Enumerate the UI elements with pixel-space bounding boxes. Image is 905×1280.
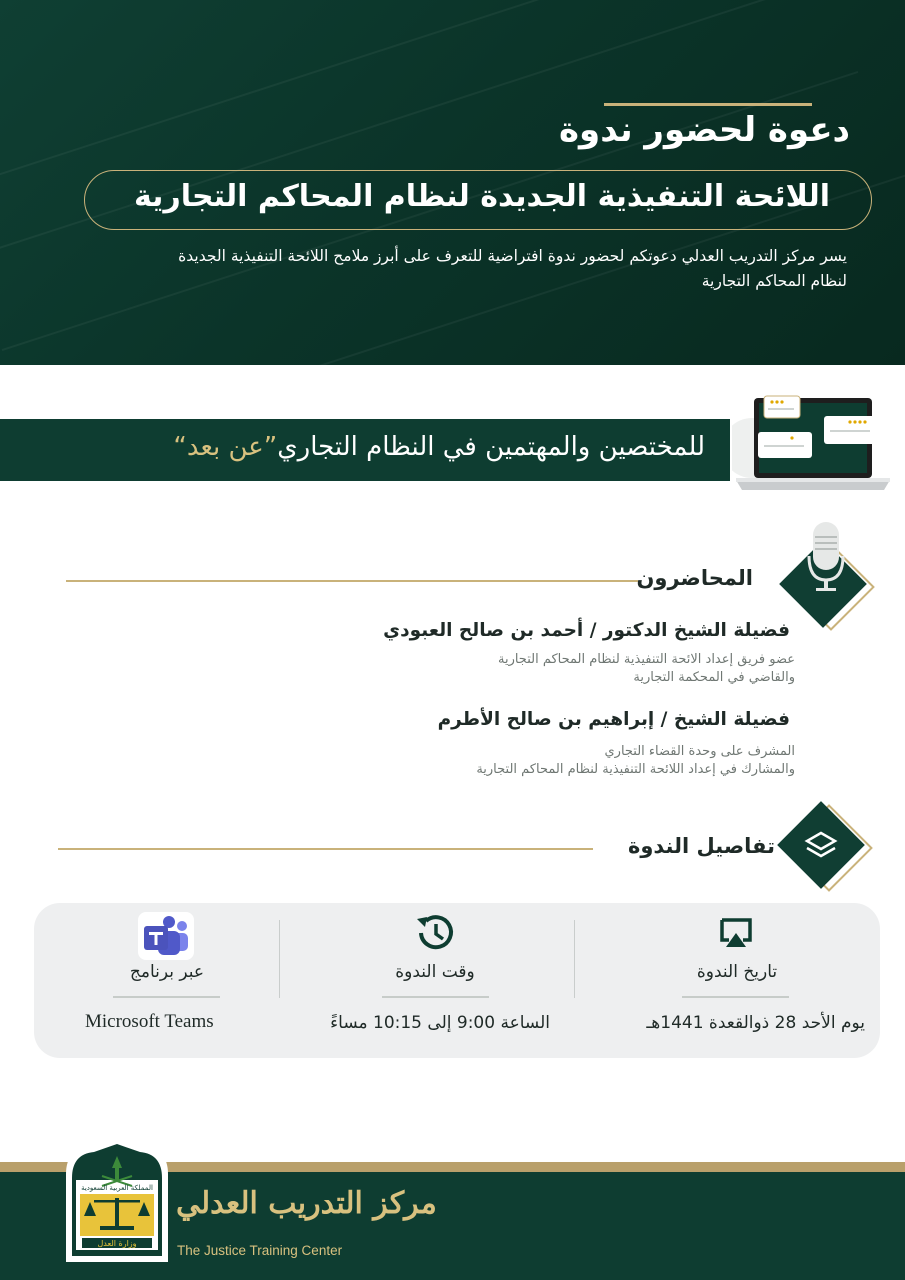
seminar-title: اللائحة التنفيذية الجديدة لنظام المحاكم التجارية	[133, 179, 830, 214]
lecturers-rule	[66, 580, 638, 582]
platform-value: Microsoft Teams	[85, 1011, 214, 1032]
header-gold-line	[604, 103, 812, 106]
lecturer-1-role-1: عضو فريق إعداد الائحة التنفيذية لنظام المحاكم التجارية	[497, 652, 795, 667]
justice-emblem-logo	[62, 1134, 172, 1268]
details-heading: تفاصيل الندوة	[627, 834, 775, 858]
date-value: يوم الأحد 28 ذوالقعدة 1441هـ	[646, 1013, 865, 1033]
laptop-chat-icon	[732, 390, 892, 505]
microphone-icon	[806, 522, 846, 594]
time-value: الساعة 9:00 إلى 10:15 مساءً	[330, 1013, 550, 1033]
header-banner	[0, 0, 905, 365]
screen-cast-icon	[716, 916, 756, 952]
audience-text	[173, 432, 705, 462]
date-underline	[682, 996, 789, 998]
lecturer-2-role-1: المشرف على وحدة القضاء التجاري	[604, 744, 795, 759]
svg-text:المملكة العربية السعودية: المملكة العربية السعودية	[81, 1184, 153, 1192]
details-divider-1	[574, 920, 575, 998]
invite-title: دعوة لحضور ندوة	[558, 110, 850, 150]
date-label: تاريخ الندوة	[696, 962, 778, 982]
time-label: وقت الندوة	[395, 962, 475, 982]
clock-history-icon	[413, 912, 457, 954]
platform-underline	[113, 996, 220, 998]
lecturer-2-role-2: والمشارك في إعداد اللائحة التنفيذية لنظام المحاكم التجارية	[476, 762, 795, 777]
brand-arabic: مركز التدريب العدلي	[176, 1186, 437, 1221]
lecturer-1-name: فضيلة الشيخ الدكتور / أحمد بن صالح العبودي	[383, 620, 790, 641]
details-rule	[58, 848, 593, 850]
brand-english: The Justice Training Center	[177, 1243, 343, 1258]
svg-text:وزارة العدل: وزارة العدل	[97, 1239, 137, 1248]
microsoft-teams-icon	[138, 912, 194, 960]
details-divider-2	[279, 920, 280, 998]
lecturer-2-name: فضيلة الشيخ / إبراهيم بن صالح الأطرم	[437, 709, 790, 730]
audience-main: للمختصين والمهتمين في النظام التجاري	[277, 432, 705, 462]
layers-icon	[803, 827, 839, 863]
intro-text: يسر مركز التدريب العدلي دعوتكم لحضور ندوة افتراضية للتعرف على أبرز ملامح اللائحة التنفيذية الجديدة لنظام المحاكم التجارية	[178, 247, 847, 290]
audience-remote: ”عن بعد“	[173, 432, 278, 462]
platform-label: عبر برنامج	[129, 962, 205, 982]
lecturers-heading: المحاضرون	[636, 566, 753, 590]
time-underline	[382, 996, 489, 998]
lecturer-1-role-2: والقاضي في المحكمة التجارية	[633, 670, 795, 685]
